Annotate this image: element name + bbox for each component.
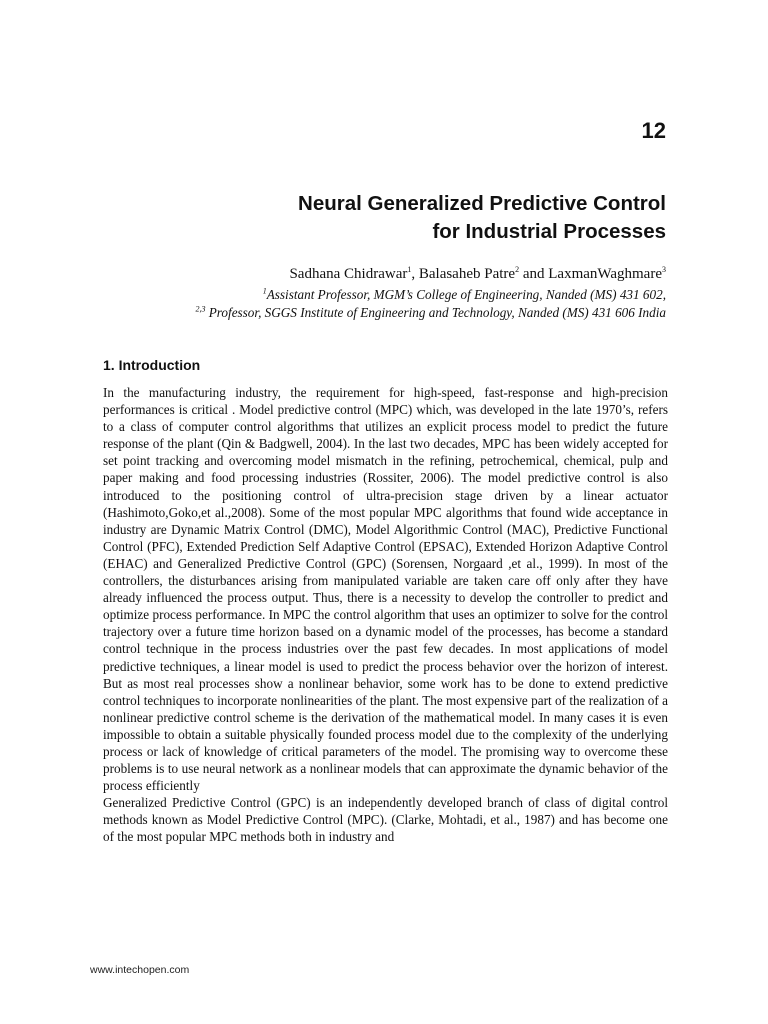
author-name: LaxmanWaghmare bbox=[548, 266, 662, 282]
author-name: Sadhana Chidrawar bbox=[289, 266, 408, 282]
author-separator: , bbox=[411, 266, 419, 282]
affiliation-text: Professor, SGGS Institute of Engineering and Technology, Nanded (MS) 431 606 India bbox=[205, 305, 666, 320]
affiliation-2 bbox=[46, 304, 666, 322]
body-paragraph: In the manufacturing industry, the requirement for high-speed, fast-response and high-precision performances is critical . Model predictive control (MPC) which, was developed in the late 1970’s, refers to a class of computer control algorithms that utilizes an explicit process model to predict the future response of the plant (Qin & Badgwell, 2004). In the last two decades, MPC has been widely accepted for set point tracking and overcoming model mismatch in the refining, petrochemical, chemical, pulp and paper making and food processing industries (Rossiter, 2006). The model predictive control is also introduced to the positioning control of ultra-precision stage driven by a linear actuator (Hashimoto,Goko,et al.,2008). Some of the most popular MPC algorithms that found wide acceptance in industry are Dynamic Matrix Control (DMC), Model Algorithmic Control (MAC), Predictive Functional Control (PFC), Extended Prediction Self Adaptive Control (EPSAC), Extended Horizon Adaptive Control (EHAC) and Generalized Predictive Control (GPC) (Sorensen, Norgaard ,et al., 1999). In most of the controllers, the disturbances arising from manipulated variable are taken care off only after they have already influenced the process output. Thus, there is a necessity to develop the controller to predict and optimize process performance. In MPC the control algorithm that uses an optimizer to solve for the control trajectory over a future time horizon based on a dynamic model of the processes, has become a standard control technique in the process industries over the past few decades. In most applications of model predictive techniques, a linear model is used to predict the process behavior over the horizon of interest. But as most real processes show a nonlinear behavior, some work has to be done to extend predictive control techniques to incorporate nonlinearities of the plant. The most expensive part of the realization of a nonlinear predictive control scheme is the derivation of the mathematical model. In many cases it is even impossible to obtain a suitable physically founded process model due to the complexity of the underlying process or lack of knowledge of critical parameters of the model. The promising way to overcome these problems is to use neural network as a nonlinear models that can approximate the dynamic behavior of the process efficiently bbox=[103, 385, 668, 794]
author-superscript: 3 bbox=[662, 265, 666, 274]
body-paragraph: Generalized Predictive Control (GPC) is an independently developed branch of class of digital control methods known as Model Predictive Control (MPC). (Clarke, Mohtadi, et al., 1987) and has become one of the most popular MPC methods both in industry and bbox=[103, 795, 668, 845]
affiliation-1 bbox=[46, 286, 666, 304]
author-superscript: 1 bbox=[407, 265, 412, 274]
footer-url: www.intechopen.com bbox=[90, 964, 190, 976]
author-name: Balasaheb Patre bbox=[418, 266, 516, 282]
chapter-title-line-2: for Industrial Processes bbox=[432, 220, 666, 243]
chapter-number: 12 bbox=[641, 118, 666, 143]
body-text bbox=[103, 384, 668, 846]
chapter-title-line-1: Neural Generalized Predictive Control bbox=[298, 192, 666, 215]
affiliation-superscript: 1 bbox=[262, 286, 267, 296]
author-list bbox=[66, 264, 666, 284]
author-superscript: 2 bbox=[515, 265, 520, 274]
affiliation-superscript: 2,3 bbox=[195, 304, 206, 314]
author-separator: and bbox=[519, 266, 549, 282]
section-heading: 1. Introduction bbox=[103, 357, 201, 373]
chapter-title bbox=[146, 190, 666, 246]
affiliation-text: Assistant Professor, MGM’s College of Engineering, Nanded (MS) 431 602, bbox=[266, 287, 666, 302]
